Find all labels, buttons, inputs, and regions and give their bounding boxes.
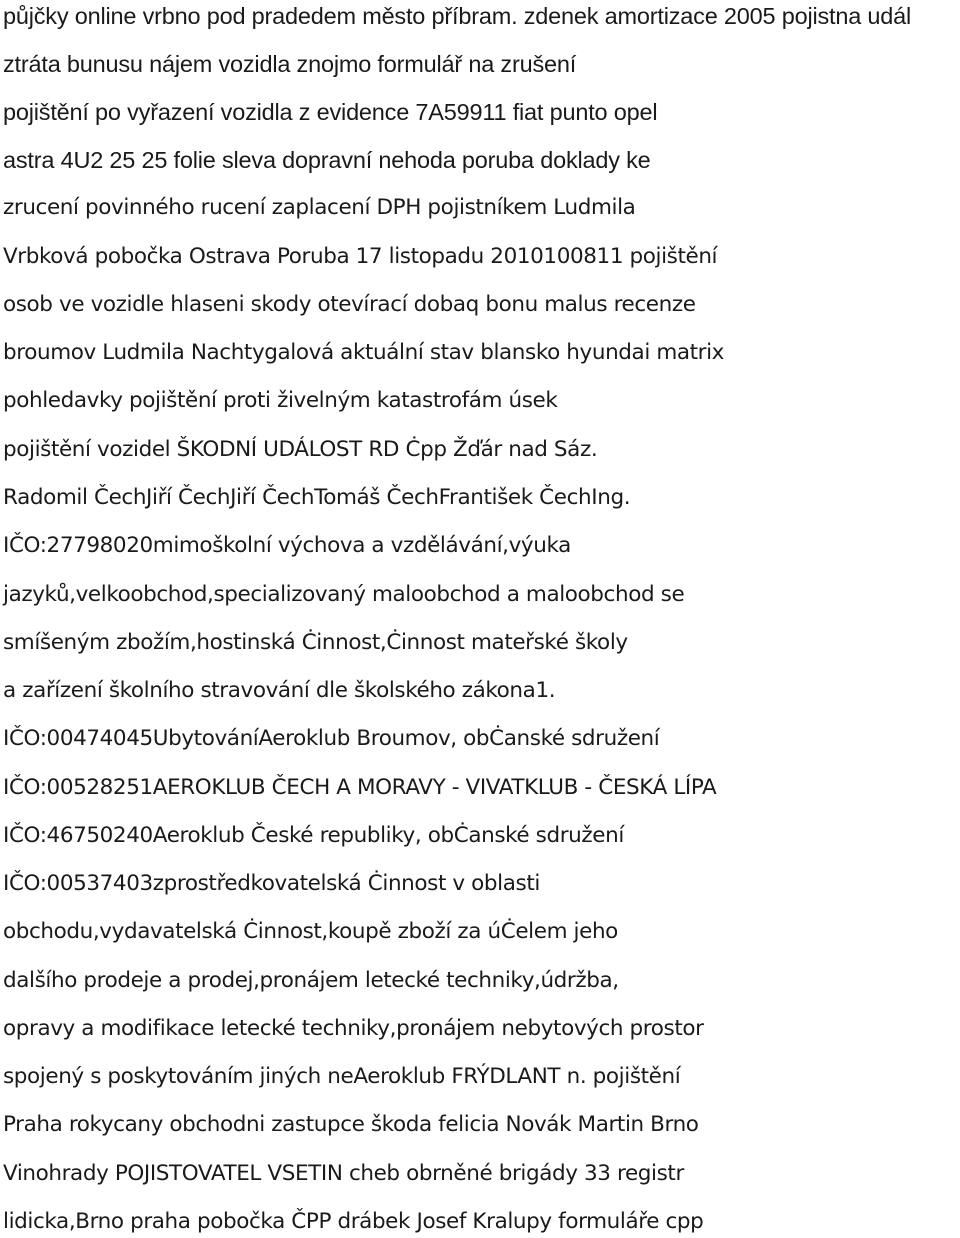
text-line: ztráta bunusu nájem vozidla znojmo formulář na zrušení xyxy=(3,51,577,77)
text-line: Praha rokycany obchodni zastupce škoda felicia Novák Martin Brno xyxy=(3,1112,699,1137)
text-line: broumov Ludmila Nachtygalová aktuální stav blansko hyundai matrix xyxy=(3,340,725,365)
text-line: pojištění po vyřazení vozidla z evidence 7A59911 fiat punto opel xyxy=(3,99,658,125)
text-line: lidicka,Brno praha pobočka ČPP drábek Josef Kralupy formuláře cpp xyxy=(3,1209,704,1234)
text-line: IČO:00474045UbytováníAeroklub Broumov, obĊanské sdružení xyxy=(3,726,660,751)
text-line: astra 4U2 25 25 folie sleva dopravní nehoda poruba doklady ke xyxy=(3,147,651,173)
text-line: jazyků,velkoobchod,specializovaný maloobchod a maloobchod se xyxy=(3,582,685,607)
text-line: smíšeným zbožím,hostinská Ċinnost,Ċinnost mateřské školy xyxy=(3,630,628,655)
text-line: opravy a modifikace letecké techniky,pronájem nebytových prostor xyxy=(3,1016,704,1041)
text-line: a zařízení školního stravování dle školského zákona1. xyxy=(3,678,556,703)
text-line: IČO:00528251AEROKLUB ČECH A MORAVY - VIVATKLUB - ČESKÁ LÍPA xyxy=(3,775,717,800)
text-line: IČO:00537403zprostředkovatelská Ċinnost v oblasti xyxy=(3,871,540,896)
text-line: IČO:46750240Aeroklub České republiky, obĊanské sdružení xyxy=(3,823,624,848)
text-line: obchodu,vydavatelská Ċinnost,koupě zboží za úĊelem jeho xyxy=(3,919,618,944)
text-line: IČO:27798020mimoškolní výchova a vzdělávání,výuka xyxy=(3,533,571,558)
text-line: Radomil ČechJiří ČechJiří ČechTomáš ČechFrantišek ČechIng. xyxy=(3,485,631,510)
text-line: dalšího prodeje a prodej,pronájem letecké techniky,údržba, xyxy=(3,968,619,993)
text-line: spojený s poskytováním jiných neAeroklub FRÝDLANT n. pojištění xyxy=(3,1064,681,1089)
text-line: pohledavky pojištění proti živelným katastrofám úsek xyxy=(3,388,558,413)
text-line: Vinohrady POJISTOVATEL VSETIN cheb obrněné brigády 33 registr xyxy=(3,1161,684,1186)
text-line: pojištění vozidel ŠKODNÍ UDÁLOST RD Ċpp Žďár nad Sáz. xyxy=(3,437,598,462)
text-line: osob ve vozidle hlaseni skody otevírací dobaq bonu malus recenze xyxy=(3,292,696,317)
text-line: zrucení povinného rucení zaplacení DPH pojistníkem Ludmila xyxy=(3,195,636,220)
text-line: Vrbková pobočka Ostrava Poruba 17 listopadu 2010100811 pojištění xyxy=(3,244,718,269)
text-line: půjčky online vrbno pod pradedem město příbram. zdenek amortizace 2005 pojistna udál xyxy=(3,3,912,29)
